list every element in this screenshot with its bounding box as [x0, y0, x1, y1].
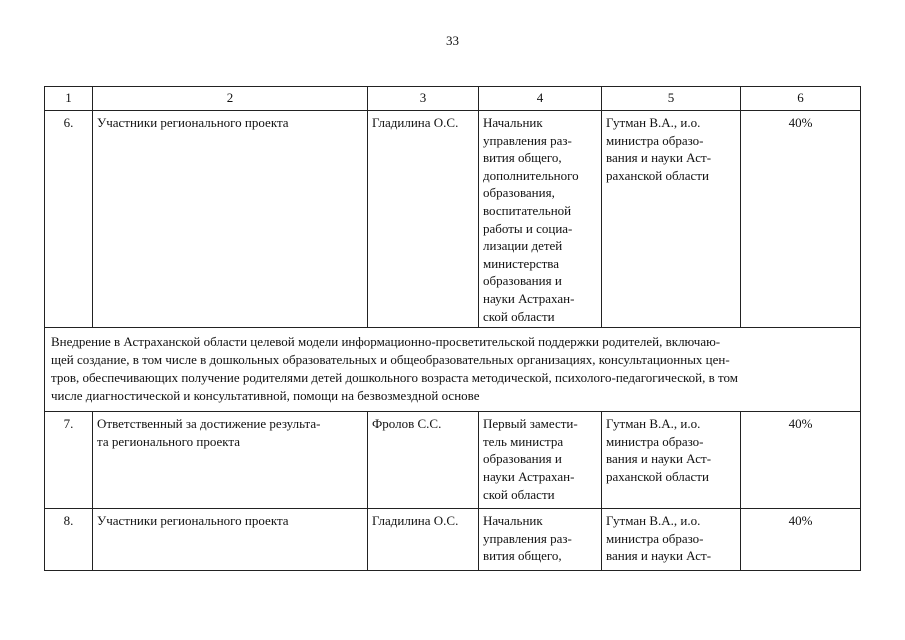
cell-line: Начальник [483, 115, 543, 130]
cell-line: вития общего, [483, 150, 562, 166]
cell-line: воспитательной [483, 202, 572, 218]
percent-cell: 40% [741, 412, 861, 509]
percent-cell: 40% [741, 111, 861, 328]
role-cell [93, 412, 368, 509]
cell-line: Гутман В.А., и.о. [606, 115, 701, 130]
supervisor-cell [602, 509, 741, 571]
person-name-cell: Гладилина О.С. [368, 509, 479, 571]
cell-line: раханской области [606, 468, 709, 484]
cell-line: Гутман В.А., и.о. [606, 416, 701, 432]
position-cell [479, 111, 602, 328]
row-number: 6. [45, 111, 93, 328]
cell-line: управления раз- [483, 132, 572, 148]
cell-line: науки Астрахан- [483, 290, 575, 306]
cell-line: ской области [483, 486, 555, 502]
table-header-row [45, 87, 861, 111]
cell-line: министра образо- [606, 132, 704, 148]
supervisor-cell [602, 412, 741, 509]
position-cell [479, 412, 602, 509]
cell-line: министра образо- [606, 433, 704, 449]
section-title-row [45, 328, 861, 412]
cell-line: вания и науки Аст- [606, 451, 712, 467]
percent-cell: 40% [741, 509, 861, 571]
cell-line: образования и [483, 451, 562, 467]
cell-line: работы и социа- [483, 220, 573, 236]
cell-line: Гутман В.А., и.о. [606, 513, 701, 529]
cell-line: лизации детей [483, 238, 563, 254]
row-number: 8. [45, 509, 93, 571]
column-header: 1 [45, 87, 93, 111]
cell-line: образования, [483, 185, 555, 201]
cell-line: Начальник [483, 513, 543, 529]
cell-line: Первый замести- [483, 416, 578, 432]
table-row [45, 509, 861, 571]
person-name-cell: Фролов С.С. [368, 412, 479, 509]
column-header: 6 [741, 87, 861, 111]
supervisor-cell [602, 111, 741, 328]
cell-line: дополнительного [483, 167, 579, 183]
cell-line: раханской области [606, 167, 709, 183]
cell-line: образования и [483, 273, 562, 289]
section-line: числе диагностической и консультативной, помощи на безвозмездной основе [51, 388, 480, 404]
cell-line: министра образо- [606, 530, 704, 546]
cell-line: вания и науки Аст- [606, 150, 712, 166]
cell-line: вития общего, [483, 548, 562, 564]
section-line: тров, обеспечивающих получение родителями детей дошкольного возраста методической, психолого-педагогической, в том [51, 370, 738, 386]
column-header: 4 [479, 87, 602, 111]
section-title [45, 328, 861, 412]
column-header: 3 [368, 87, 479, 111]
cell-line: Участники регионального проекта [97, 513, 289, 529]
cell-line: тель министра [483, 433, 564, 449]
position-cell [479, 509, 602, 571]
cell-line: министерства [483, 255, 560, 271]
row-number: 7. [45, 412, 93, 509]
column-header: 2 [93, 87, 368, 111]
role-cell [93, 509, 368, 571]
table-row [45, 412, 861, 509]
section-line: щей создание, в том числе в дошкольных образовательных и общеобразовательных организациях, консультационных цен- [51, 352, 730, 368]
person-name-cell: Гладилина О.С. [368, 111, 479, 328]
table-row [45, 111, 861, 328]
role-cell [93, 111, 368, 328]
cell-line: Ответственный за достижение результа- [97, 416, 321, 432]
cell-line: ской области [483, 308, 555, 324]
column-header: 5 [602, 87, 741, 111]
cell-line: та регионального проекта [97, 433, 241, 449]
page-number: 33 [446, 33, 459, 48]
cell-line: вания и науки Аст- [606, 548, 712, 564]
cell-line: Участники регионального проекта [97, 115, 289, 130]
section-line: Внедрение в Астраханской области целевой модели информационно-просветительской поддержки родителей, включаю- [51, 334, 721, 350]
responsibility-table [44, 86, 861, 571]
cell-line: науки Астрахан- [483, 468, 575, 484]
cell-line: управления раз- [483, 530, 572, 546]
